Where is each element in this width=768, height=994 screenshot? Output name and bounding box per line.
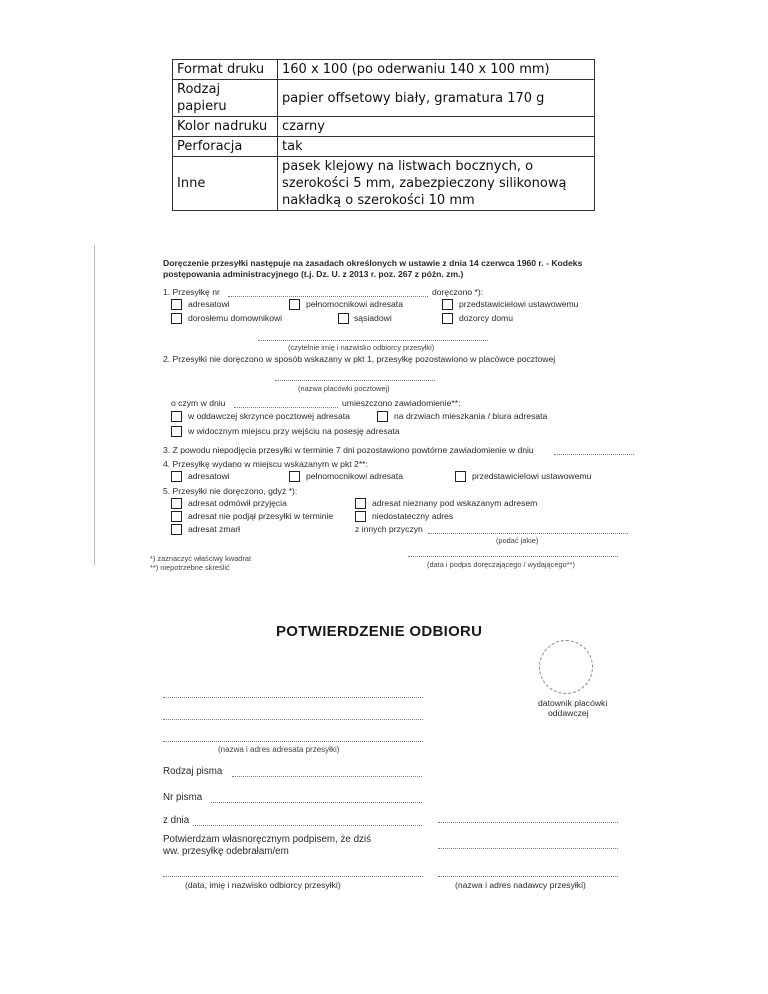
spec-key: Rodzaj papieru xyxy=(173,80,278,117)
table-row xyxy=(173,117,595,137)
sender-line-3[interactable] xyxy=(438,876,618,877)
option-label: adresatowi xyxy=(188,299,230,309)
option-label: pełnomocnikowi adresata xyxy=(306,299,403,309)
recipient-name-caption: (czytelnie imię i nazwisko odbiorcy przesyłki) xyxy=(288,343,435,352)
option-label: adresat nieznany pod wskazanym adresem xyxy=(372,498,538,508)
other-reason-caption: (podać jakie) xyxy=(496,536,539,545)
checkbox-adult-household[interactable] xyxy=(171,313,182,324)
recipient-signature-field[interactable] xyxy=(163,876,423,877)
spec-key: Kolor nadruku xyxy=(173,117,278,137)
checkbox-proxy[interactable] xyxy=(289,299,300,310)
post-office-field[interactable] xyxy=(275,380,435,381)
table-row xyxy=(173,80,595,117)
option-label: adresat zmarł xyxy=(188,524,241,534)
spec-key: Format druku xyxy=(173,60,278,80)
sender-caption: (nazwa i adres nadawcy przesyłki) xyxy=(455,880,586,890)
form-header-line2: postępowania administracyjnego (t.j. Dz. U. z 2013 r. poz. 267 z późn. zm.) xyxy=(163,269,464,279)
option-label: w widocznym miejscu przy wejściu na posesję adresata xyxy=(188,426,400,436)
section1-label: 1. Przesyłkę nr xyxy=(163,287,220,297)
section5-text: 5. Przesyłki nie doręczono, gdyż *): xyxy=(163,486,298,496)
spec-value: tak xyxy=(278,137,595,157)
option-label: pełnomocnikowi adresata xyxy=(306,471,403,481)
checkbox-s4-proxy[interactable] xyxy=(289,471,300,482)
table-row xyxy=(173,157,595,211)
spec-value: pasek klejowy na listwach bocznych, o szerokości 5 mm, zabezpieczony silikonową nakładką o szerokości 10 mm xyxy=(278,157,595,211)
notice-suffix: umieszczono zawiadomienie**: xyxy=(342,398,461,408)
checkbox-door[interactable] xyxy=(377,411,388,422)
footnote-1: *) zaznaczyć właściwy kwadrat xyxy=(150,554,252,563)
other-reason-field[interactable] xyxy=(428,533,628,534)
postmark-circle xyxy=(539,640,593,694)
post-office-caption: (nazwa placówki pocztowej) xyxy=(298,384,390,393)
checkbox-neighbour[interactable] xyxy=(338,313,349,324)
option-label: sąsiadowi xyxy=(354,313,392,323)
spec-value: 160 x 100 (po oderwaniu 140 x 100 mm) xyxy=(278,60,595,80)
notice-prefix: o czym w dniu xyxy=(171,398,226,408)
checkbox-caretaker[interactable] xyxy=(442,313,453,324)
option-label: adresat nie podjął przesyłki w terminie xyxy=(188,511,334,521)
confirm-text-line2: ww. przesyłkę odebrałam/em xyxy=(163,846,289,857)
section2-text: 2. Przesyłki nie doręczono w sposób wskazany w pkt 1, przesyłkę pozostawiono w placówce pocztowej xyxy=(163,354,556,364)
section1-delivered: doręczono *): xyxy=(432,287,484,297)
checkbox-insufficient-address[interactable] xyxy=(355,511,366,522)
addressee-line-2[interactable] xyxy=(163,719,423,720)
addressee-caption: (nazwa i adres adresata przesyłki) xyxy=(218,745,340,754)
recipient-signature-caption: (data, imię i nazwisko odbiorcy przesyłki) xyxy=(185,880,341,890)
option-label: dozorcy domu xyxy=(459,313,513,323)
footnote-2: **) niepotrzebne skreślić xyxy=(150,563,230,572)
checkbox-unknown[interactable] xyxy=(355,498,366,509)
section3-text: 3. Z powodu niepodjęcia przesyłki w terminie 7 dni pozostawiono powtórne zawiadomienie w dniu xyxy=(163,445,534,455)
option-label: adresatowi xyxy=(188,471,230,481)
checkbox-mailbox[interactable] xyxy=(171,411,182,422)
print-spec-table xyxy=(172,59,595,211)
parcel-number-field[interactable] xyxy=(228,296,428,297)
confirm-text-line1: Potwierdzam własnoręcznym podpisem, że dziś xyxy=(163,834,371,845)
option-label: na drzwiach mieszkania / biura adresata xyxy=(394,411,548,421)
doc-type-field[interactable] xyxy=(232,776,422,777)
checkbox-addressee[interactable] xyxy=(171,299,182,310)
checkbox-s4-representative[interactable] xyxy=(455,471,466,482)
addressee-line-1[interactable] xyxy=(163,697,423,698)
table-row xyxy=(173,60,595,80)
second-notice-date-field[interactable] xyxy=(554,454,634,455)
addressee-line-3[interactable] xyxy=(163,741,423,742)
doc-date-label: z dnia xyxy=(163,815,190,826)
table-row xyxy=(173,137,595,157)
option-label: przedstawicielowi ustawowemu xyxy=(472,471,592,481)
stamp-label-line1: datownik placówki xyxy=(538,698,608,708)
spec-key: Perforacja xyxy=(173,137,278,157)
sender-line-1[interactable] xyxy=(438,822,618,823)
option-label: w oddawczej skrzynce pocztowej adresata xyxy=(188,411,350,421)
spec-value: papier offsetowy biały, gramatura 170 g xyxy=(278,80,595,117)
option-label: adresat odmówił przyjęcia xyxy=(188,498,287,508)
doc-type-label: Rodzaj pisma xyxy=(163,766,223,777)
doc-date-field[interactable] xyxy=(193,825,422,826)
checkbox-s4-addressee[interactable] xyxy=(171,471,182,482)
form-header-line1: Doręczenie przesyłki następuje na zasadach określonych w ustawie z dnia 14 czerwca 1960 r. - Kodeks xyxy=(163,258,583,268)
recipient-name-field[interactable] xyxy=(258,340,488,341)
checkbox-refused[interactable] xyxy=(171,498,182,509)
delivery-signature-caption: (data i podpis doręczającego / wydającego**) xyxy=(427,560,575,569)
option-label: dorosłemu domownikowi xyxy=(188,313,283,323)
checkbox-deceased[interactable] xyxy=(171,524,182,535)
checkbox-legal-representative[interactable] xyxy=(442,299,453,310)
doc-number-field[interactable] xyxy=(211,802,422,803)
checkbox-entrance[interactable] xyxy=(171,426,182,437)
doc-number-label: Nr pisma xyxy=(163,792,203,803)
stamp-label-line2: oddawczej xyxy=(548,708,589,718)
spec-key: Inne xyxy=(173,157,278,211)
sender-line-2[interactable] xyxy=(438,848,618,849)
scan-edge-line xyxy=(94,245,95,565)
spec-value: czarny xyxy=(278,117,595,137)
section4-text: 4. Przesyłkę wydano w miejscu wskazanym w pkt 2**: xyxy=(163,459,368,469)
option-label: niedostateczny adres xyxy=(372,511,454,521)
notice-date-field[interactable] xyxy=(234,407,338,408)
checkbox-not-collected[interactable] xyxy=(171,511,182,522)
delivery-signature-field[interactable] xyxy=(408,556,618,557)
confirmation-title: POTWIERDZENIE ODBIORU xyxy=(276,623,483,640)
option-label: przedstawicielowi ustawowemu xyxy=(459,299,579,309)
other-reason-label: z innych przyczyn xyxy=(355,524,423,534)
